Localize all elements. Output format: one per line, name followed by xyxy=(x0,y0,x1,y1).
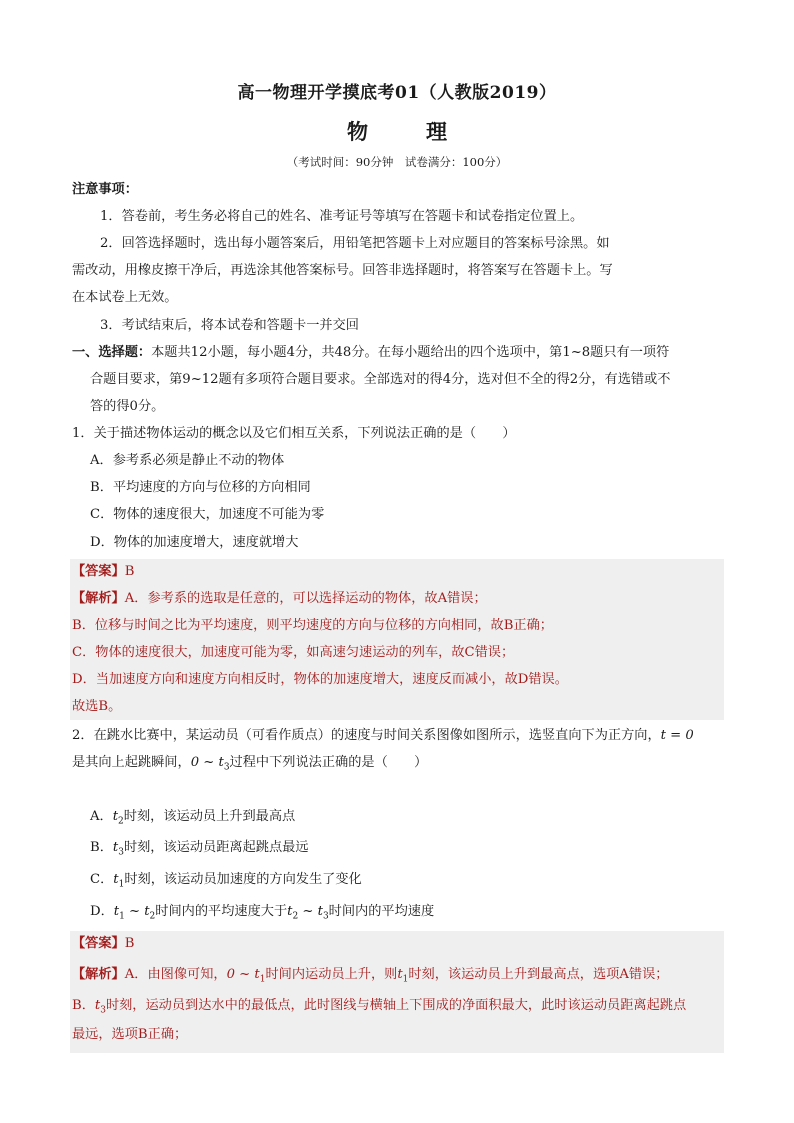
exam-info: （考试时间：90分钟 试卷满分：100分） xyxy=(286,155,508,169)
q1-analysis-a-text: A．参考系的选取是任意的，可以选择运动的物体，故A错误； xyxy=(124,591,487,606)
q1-analysis-tag: 【解析】 xyxy=(72,591,125,606)
q2-option-b xyxy=(90,838,309,863)
q2-option-c-sub: 1 xyxy=(118,879,125,890)
q2-analysis-b-sub: 3 xyxy=(100,1005,106,1016)
q2-stem-t0: t = 0 xyxy=(660,728,694,743)
q2-option-d-mid3: ~ t xyxy=(298,904,323,919)
q2-analysis-b-line-2: 最远，选项B正确； xyxy=(72,1027,188,1042)
q2-option-a-t: t xyxy=(112,809,119,824)
q2-stem-range-sub: 3 xyxy=(223,762,230,773)
q1-analysis-d: D．当加速度方向和速度方向相反时，物体的加速度增大，速度反而减小，故D错误。 xyxy=(72,672,568,687)
q2-option-b-text: 时刻，该运动员距离起跳点最远 xyxy=(123,840,309,855)
q2-analysis-a-sub: 1 xyxy=(259,974,266,985)
q2-option-b-letter: B． xyxy=(90,840,113,855)
q2-option-a xyxy=(90,807,295,832)
q2-stem-line-1 xyxy=(72,726,694,746)
q2-stem-text-1: 2．在跳水比赛中，某运动员（可看作质点）的速度与时间关系图像如图所示，选竖直向下为正方向， xyxy=(72,728,661,743)
q2-option-d-mid2: 时间内的平均速度大于 xyxy=(155,904,288,919)
notice-item-1: 1．答卷前，考生务必将自己的姓名、准考证号等填写在答题卡和试卷指定位置上。 xyxy=(100,209,584,224)
q2-analysis-b-t: t xyxy=(94,998,101,1013)
q2-option-d-t1: t xyxy=(113,904,120,919)
q2-option-b-t: t xyxy=(112,840,119,855)
q2-stem-line-2 xyxy=(72,753,427,778)
q1-option-b: B．平均速度的方向与位移的方向相同 xyxy=(90,480,311,495)
q1-analysis-b: B．位移与时间之比为平均速度，则平均速度的方向与位移的方向相同，故B正确； xyxy=(72,618,553,633)
q2-analysis-b-text: 时刻，运动员到达水中的最低点，此时图线与横轴上下围成的净面积最大，此时该运动员距离起跳点 xyxy=(105,998,687,1013)
q2-option-d-text: 时间内的平均速度 xyxy=(328,904,435,919)
q2-analysis-b-letter: B． xyxy=(72,998,95,1013)
q1-option-d: D．物体的加速度增大，速度就增大 xyxy=(90,535,299,550)
q2-option-d-s1: 1 xyxy=(119,911,125,922)
notice-heading: 注意事项： xyxy=(72,182,138,197)
q2-option-c-t: t xyxy=(113,872,119,887)
q1-option-a: A．参考系必须是静止不动的物体 xyxy=(90,453,285,468)
q1-analysis-c: C．物体的速度很大，加速度可能为零，如高速匀速运动的列车，故C错误； xyxy=(72,645,515,660)
q2-analysis-a xyxy=(72,965,668,990)
notice-item-3: 3．考试结束后，将本试卷和答题卡一并交回 xyxy=(100,318,359,333)
q2-stem-text-2b: 过程中下列说法正确的是（ ） xyxy=(229,755,428,770)
q2-analysis-a-text-2: 时间内运动员上升，则 xyxy=(265,967,398,982)
subject-char-1: 物 xyxy=(347,119,368,144)
page-title: 高一物理开学摸底考01（人教版2019） xyxy=(237,83,557,103)
q2-analysis-a-text-1: A．由图像可知， xyxy=(124,967,227,982)
subject-heading xyxy=(0,116,794,146)
q2-option-d-s3: 2 xyxy=(292,911,299,922)
subject-char-2: 理 xyxy=(426,119,447,144)
q1-conclusion: 故选B。 xyxy=(72,699,122,714)
notice-item-2-line-1: 2．回答选择题时，选出每小题答案后，用铅笔把答题卡上对应题目的答案标号涂黑。如 xyxy=(100,236,610,251)
q2-stem-range: 0 ~ t xyxy=(190,755,224,770)
q2-analysis-b xyxy=(72,996,686,1021)
notice-item-2-line-2: 需改动，用橡皮擦干净后，再选涂其他答案标号。回答非选择题时，将答案写在答题卡上。写 xyxy=(72,263,613,278)
q2-option-d-mid1: ~ t xyxy=(124,904,150,919)
q2-option-a-text: 时刻，该运动员上升到最高点 xyxy=(123,809,296,824)
q2-option-a-sub: 2 xyxy=(118,816,124,827)
q2-option-d-letter: D． xyxy=(90,904,114,919)
q1-answer-tag: 【答案】 xyxy=(72,564,125,579)
q2-option-c-text: 时刻，该运动员加速度的方向发生了变化 xyxy=(124,872,362,887)
q2-option-c xyxy=(90,870,362,895)
q2-stem-text-2a: 是其向上起跳瞬间， xyxy=(72,755,191,770)
section-1-line-3: 答的得0分。 xyxy=(90,399,165,414)
section-1-text: 本题共12小题，每小题4分，共48分。在每小题给出的四个选项中，第1~8题只有一项符 xyxy=(151,345,670,360)
q1-analysis-a xyxy=(72,589,487,609)
q1-option-c: C．物体的速度很大，加速度不可能为零 xyxy=(90,507,325,522)
q1-answer-box xyxy=(70,559,724,720)
q2-answer-tag: 【答案】 xyxy=(72,936,125,951)
q1-answer xyxy=(72,562,134,582)
notice-item-2-line-3: 在本试卷上无效。 xyxy=(72,290,178,305)
q2-analysis-a-t: t xyxy=(397,967,403,982)
q2-option-a-letter: A． xyxy=(90,809,113,824)
section-1-line-2: 合题目要求，第9~12题有多项符合题目要求。全部选对的得4分，选对但不全的得2分，有选错或不 xyxy=(90,372,671,387)
q2-option-b-sub: 3 xyxy=(118,847,124,858)
section-1-line-1 xyxy=(72,343,669,363)
q1-answer-value: B xyxy=(124,564,135,579)
q2-option-d-t3: t xyxy=(287,904,293,919)
q1-stem: 1．关于描述物体运动的概念以及它们相互关系，下列说法正确的是（ ） xyxy=(72,426,516,441)
q2-analysis-a-range: 0 ~ t xyxy=(226,967,260,982)
section-1-prefix: 一、选择题： xyxy=(72,345,152,360)
q2-option-d xyxy=(90,902,434,927)
q2-option-d-s4: 3 xyxy=(322,911,329,922)
q2-analysis-tag: 【解析】 xyxy=(72,967,125,982)
q2-answer xyxy=(72,934,134,954)
q2-option-c-letter: C． xyxy=(90,872,114,887)
q2-analysis-a-text-3: 时刻，该运动员上升到最高点，选项A错误； xyxy=(408,967,669,982)
q2-answer-value: B xyxy=(124,936,135,951)
q2-option-d-s2: 2 xyxy=(149,911,156,922)
q2-analysis-a-sub2: 1 xyxy=(402,974,409,985)
